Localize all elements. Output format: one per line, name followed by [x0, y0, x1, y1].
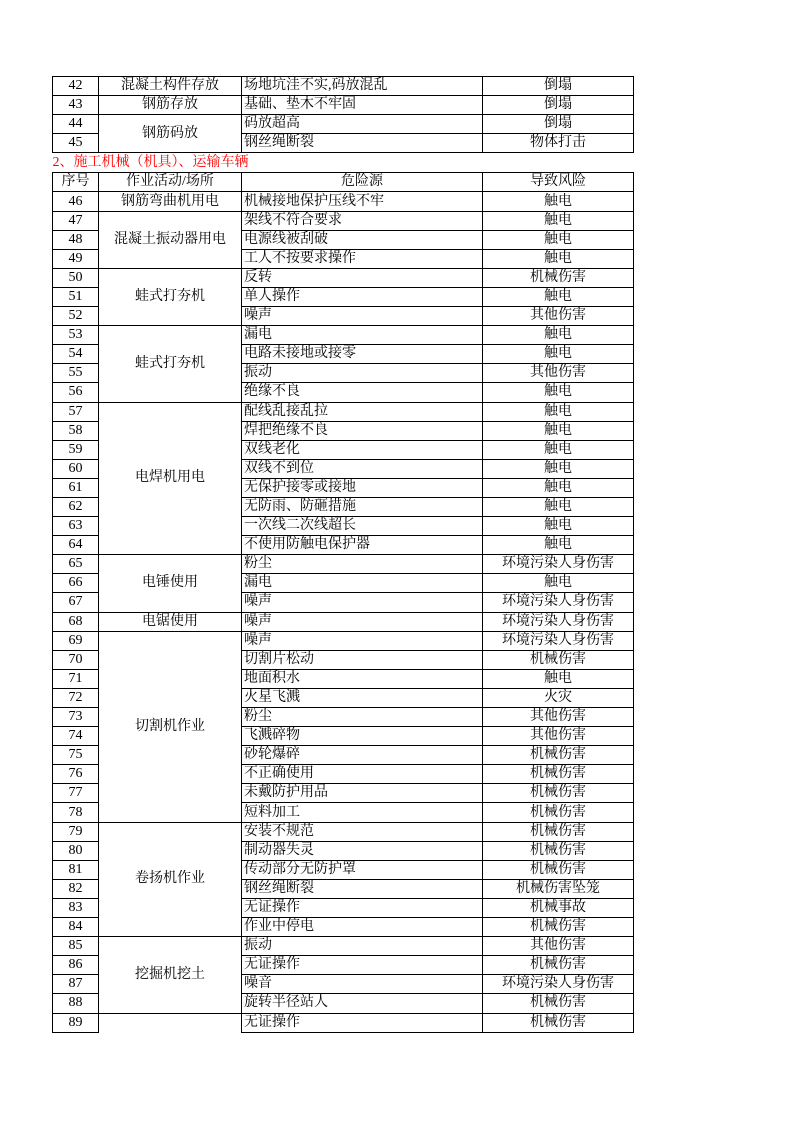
header-no: 序号 [53, 173, 99, 192]
table-row [53, 822, 634, 841]
table-row [53, 402, 634, 421]
table-row [53, 211, 634, 230]
risk-cell: 火灾 [483, 688, 634, 707]
hazard-cell: 粉尘 [242, 555, 483, 574]
hazard-cell: 噪声 [242, 612, 483, 631]
risk-cell: 机械伤害 [483, 822, 634, 841]
row-number: 83 [53, 898, 99, 917]
row-number: 45 [53, 134, 99, 153]
risk-cell: 触电 [483, 440, 634, 459]
table-row [53, 937, 634, 956]
row-number: 51 [53, 287, 99, 306]
table-row [53, 1013, 634, 1032]
row-number: 53 [53, 326, 99, 345]
header-activity: 作业活动/场所 [99, 173, 242, 192]
header-risk: 导致风险 [483, 173, 634, 192]
risk-cell: 触电 [483, 421, 634, 440]
row-number: 87 [53, 975, 99, 994]
risk-cell: 倒塌 [483, 115, 634, 134]
row-number: 66 [53, 574, 99, 593]
hazard-cell: 一次线二次线超长 [242, 517, 483, 536]
row-number: 78 [53, 803, 99, 822]
row-number: 50 [53, 268, 99, 287]
storage-rows [53, 77, 634, 153]
row-number: 49 [53, 249, 99, 268]
risk-cell: 触电 [483, 287, 634, 306]
risk-cell: 其他伤害 [483, 307, 634, 326]
hazard-cell: 地面积水 [242, 669, 483, 688]
table-row [53, 77, 634, 96]
row-number: 69 [53, 631, 99, 650]
hazard-cell: 无证操作 [242, 956, 483, 975]
risk-cell: 机械伤害 [483, 860, 634, 879]
hazard-cell: 噪声 [242, 631, 483, 650]
hazard-cell: 钢丝绳断裂 [242, 879, 483, 898]
activity-cell: 电锯使用 [99, 612, 242, 631]
row-number: 89 [53, 1013, 99, 1032]
table-row [53, 115, 634, 134]
hazard-cell: 场地坑洼不实,码放混乱 [242, 77, 483, 96]
risk-cell: 机械伤害 [483, 268, 634, 287]
risk-cell: 机械伤害 [483, 765, 634, 784]
row-number: 56 [53, 383, 99, 402]
risk-cell: 触电 [483, 574, 634, 593]
risk-cell: 其他伤害 [483, 708, 634, 727]
risk-cell: 机械伤害 [483, 650, 634, 669]
risk-cell: 触电 [483, 459, 634, 478]
hazard-cell: 不使用防触电保护器 [242, 536, 483, 555]
risk-cell: 机械伤害 [483, 803, 634, 822]
risk-cell: 触电 [483, 345, 634, 364]
hazard-cell: 振动 [242, 364, 483, 383]
hazard-cell: 反转 [242, 268, 483, 287]
activity-cell: 钢筋弯曲机用电 [99, 192, 242, 211]
risk-cell: 机械伤害 [483, 784, 634, 803]
hazard-cell: 无证操作 [242, 898, 483, 917]
row-number: 76 [53, 765, 99, 784]
risk-cell: 机械事故 [483, 898, 634, 917]
risk-cell: 环境污染人身伤害 [483, 555, 634, 574]
risk-cell: 触电 [483, 402, 634, 421]
hazard-cell: 作业中停电 [242, 918, 483, 937]
row-number: 84 [53, 918, 99, 937]
hazard-cell: 噪声 [242, 593, 483, 612]
hazard-cell: 架线不符合要求 [242, 211, 483, 230]
risk-cell: 环境污染人身伤害 [483, 975, 634, 994]
row-number: 71 [53, 669, 99, 688]
hazard-cell: 单人操作 [242, 287, 483, 306]
row-number: 82 [53, 879, 99, 898]
hazard-cell: 基础、垫木不牢固 [242, 96, 483, 115]
row-number: 81 [53, 860, 99, 879]
table-row [53, 555, 634, 574]
risk-cell: 触电 [483, 536, 634, 555]
risk-cell: 倒塌 [483, 96, 634, 115]
hazard-cell: 漏电 [242, 326, 483, 345]
activity-cell: 挖掘机挖土 [99, 937, 242, 1013]
row-number: 75 [53, 746, 99, 765]
row-number: 68 [53, 612, 99, 631]
section-title: 2、施工机械（机具）、运输车辆 [53, 153, 634, 173]
row-number: 73 [53, 708, 99, 727]
activity-cell: 钢筋存放 [99, 96, 242, 115]
row-number: 61 [53, 478, 99, 497]
hazard-cell: 粉尘 [242, 708, 483, 727]
activity-cell: 混凝土构件存放 [99, 77, 242, 96]
hazard-cell: 振动 [242, 937, 483, 956]
row-number: 86 [53, 956, 99, 975]
risk-cell: 触电 [483, 383, 634, 402]
row-number: 62 [53, 497, 99, 516]
hazard-cell: 飞溅碎物 [242, 727, 483, 746]
risk-cell: 机械伤害 [483, 994, 634, 1013]
hazard-table [52, 76, 634, 1033]
row-number: 72 [53, 688, 99, 707]
risk-cell: 物体打击 [483, 134, 634, 153]
risk-cell: 其他伤害 [483, 727, 634, 746]
hazard-cell: 安装不规范 [242, 822, 483, 841]
hazard-cell: 不正确使用 [242, 765, 483, 784]
row-number: 65 [53, 555, 99, 574]
hazard-cell: 旋转半径站人 [242, 994, 483, 1013]
hazard-cell: 噪声 [242, 307, 483, 326]
risk-cell: 其他伤害 [483, 937, 634, 956]
row-number: 52 [53, 307, 99, 326]
risk-cell: 触电 [483, 211, 634, 230]
risk-cell: 机械伤害 [483, 746, 634, 765]
hazard-cell: 未戴防护用品 [242, 784, 483, 803]
row-number: 60 [53, 459, 99, 478]
hazard-cell: 无证操作 [242, 1013, 483, 1032]
risk-cell: 机械伤害坠笼 [483, 879, 634, 898]
risk-cell: 机械伤害 [483, 841, 634, 860]
hazard-cell: 无保护接零或接地 [242, 478, 483, 497]
hazard-cell: 电路未接地或接零 [242, 345, 483, 364]
risk-cell: 机械伤害 [483, 956, 634, 975]
activity-cell: 蛙式打夯机 [99, 268, 242, 325]
row-number: 85 [53, 937, 99, 956]
hazard-cell: 钢丝绳断裂 [242, 134, 483, 153]
hazard-cell: 焊把绝缘不良 [242, 421, 483, 440]
hazard-cell: 码放超高 [242, 115, 483, 134]
activity-cell: 电焊机用电 [99, 402, 242, 555]
activity-cell: 钢筋码放 [99, 115, 242, 153]
row-number: 57 [53, 402, 99, 421]
header-hazard: 危险源 [242, 173, 483, 192]
activity-cell: 混凝土振动器用电 [99, 211, 242, 268]
hazard-cell: 无防雨、防砸措施 [242, 497, 483, 516]
risk-cell: 机械伤害 [483, 918, 634, 937]
table-row [53, 612, 634, 631]
row-number: 74 [53, 727, 99, 746]
table-row [53, 96, 634, 115]
hazard-cell: 工人不按要求操作 [242, 249, 483, 268]
hazard-cell: 漏电 [242, 574, 483, 593]
risk-cell: 触电 [483, 478, 634, 497]
risk-cell: 触电 [483, 249, 634, 268]
row-number: 46 [53, 192, 99, 211]
hazard-cell: 电源线被刮破 [242, 230, 483, 249]
row-number: 88 [53, 994, 99, 1013]
row-number: 63 [53, 517, 99, 536]
row-number: 59 [53, 440, 99, 459]
row-number: 77 [53, 784, 99, 803]
row-number: 67 [53, 593, 99, 612]
hazard-cell: 双线不到位 [242, 459, 483, 478]
hazard-cell: 火星飞溅 [242, 688, 483, 707]
risk-cell: 环境污染人身伤害 [483, 612, 634, 631]
risk-table-sheet [52, 76, 633, 1033]
risk-cell: 触电 [483, 192, 634, 211]
hazard-cell: 噪音 [242, 975, 483, 994]
hazard-cell: 砂轮爆碎 [242, 746, 483, 765]
hazard-cell: 配线乱接乱拉 [242, 402, 483, 421]
risk-cell: 环境污染人身伤害 [483, 631, 634, 650]
table-header-row [53, 173, 634, 192]
risk-cell: 机械伤害 [483, 1013, 634, 1032]
hazard-cell: 传动部分无防护罩 [242, 860, 483, 879]
activity-cell: 电锤使用 [99, 555, 242, 612]
risk-cell: 环境污染人身伤害 [483, 593, 634, 612]
activity-cell: 蛙式打夯机 [99, 326, 242, 402]
hazard-cell: 切割片松动 [242, 650, 483, 669]
activity-cell: 切割机作业 [99, 631, 242, 822]
risk-cell: 倒塌 [483, 77, 634, 96]
row-number: 70 [53, 650, 99, 669]
hazard-cell: 制动器失灵 [242, 841, 483, 860]
section-heading-body [53, 153, 634, 192]
table-row [53, 326, 634, 345]
row-number: 79 [53, 822, 99, 841]
table-row [53, 192, 634, 211]
row-number: 47 [53, 211, 99, 230]
row-number: 42 [53, 77, 99, 96]
row-number: 80 [53, 841, 99, 860]
risk-cell: 触电 [483, 669, 634, 688]
table-row [53, 268, 634, 287]
machinery-rows [53, 192, 634, 1032]
row-number: 55 [53, 364, 99, 383]
row-number: 44 [53, 115, 99, 134]
hazard-cell: 双线老化 [242, 440, 483, 459]
table-row [53, 631, 634, 650]
hazard-cell: 短料加工 [242, 803, 483, 822]
row-number: 54 [53, 345, 99, 364]
row-number: 43 [53, 96, 99, 115]
hazard-cell: 机械接地保护压线不牢 [242, 192, 483, 211]
risk-cell: 触电 [483, 497, 634, 516]
risk-cell: 其他伤害 [483, 364, 634, 383]
activity-cell: 卷扬机作业 [99, 822, 242, 937]
risk-cell: 触电 [483, 230, 634, 249]
row-number: 64 [53, 536, 99, 555]
row-number: 48 [53, 230, 99, 249]
row-number: 58 [53, 421, 99, 440]
activity-cell [99, 1013, 242, 1032]
risk-cell: 触电 [483, 326, 634, 345]
risk-cell: 触电 [483, 517, 634, 536]
hazard-cell: 绝缘不良 [242, 383, 483, 402]
